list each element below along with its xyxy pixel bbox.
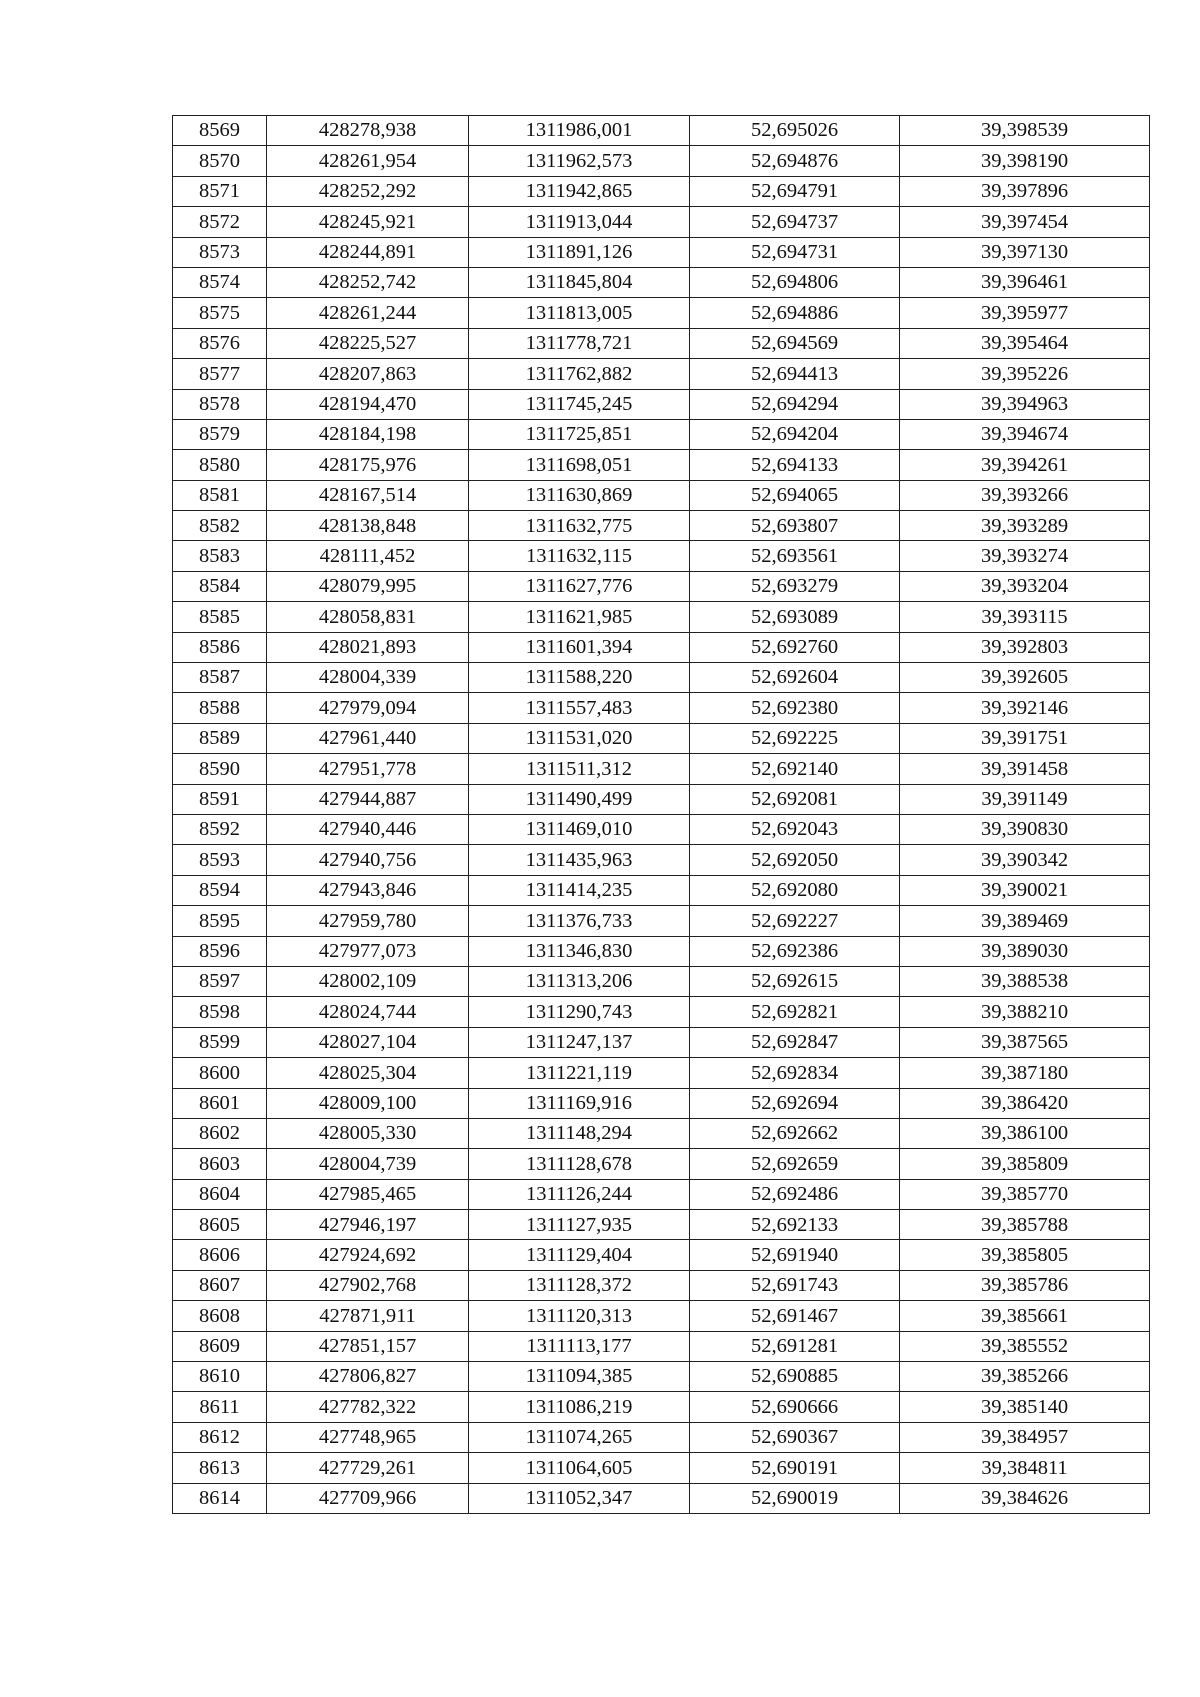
coordinates-table bbox=[172, 115, 1150, 1514]
x-coordinate-cell: 428025,304 bbox=[267, 1058, 469, 1088]
longitude-cell: 39,391751 bbox=[900, 723, 1150, 753]
point-number-cell: 8588 bbox=[173, 693, 267, 723]
x-coordinate-cell: 428225,527 bbox=[267, 328, 469, 358]
point-number-cell: 8580 bbox=[173, 450, 267, 480]
y-coordinate-cell: 1311064,605 bbox=[469, 1453, 690, 1483]
longitude-cell: 39,389030 bbox=[900, 936, 1150, 966]
x-coordinate-cell: 428245,921 bbox=[267, 207, 469, 237]
point-number-cell: 8613 bbox=[173, 1453, 267, 1483]
longitude-cell: 39,386420 bbox=[900, 1088, 1150, 1118]
latitude-cell: 52,694294 bbox=[690, 389, 900, 419]
x-coordinate-cell: 427946,197 bbox=[267, 1210, 469, 1240]
latitude-cell: 52,694737 bbox=[690, 207, 900, 237]
longitude-cell: 39,385788 bbox=[900, 1210, 1150, 1240]
table-row bbox=[173, 1179, 1150, 1209]
x-coordinate-cell: 428252,742 bbox=[267, 267, 469, 297]
point-number-cell: 8576 bbox=[173, 328, 267, 358]
table-row bbox=[173, 146, 1150, 176]
latitude-cell: 52,691743 bbox=[690, 1270, 900, 1300]
latitude-cell: 52,692043 bbox=[690, 814, 900, 844]
x-coordinate-cell: 427940,756 bbox=[267, 845, 469, 875]
x-coordinate-cell: 428194,470 bbox=[267, 389, 469, 419]
point-number-cell: 8601 bbox=[173, 1088, 267, 1118]
y-coordinate-cell: 1311745,245 bbox=[469, 389, 690, 419]
latitude-cell: 52,692847 bbox=[690, 1027, 900, 1057]
table-row bbox=[173, 1240, 1150, 1270]
x-coordinate-cell: 427871,911 bbox=[267, 1301, 469, 1331]
longitude-cell: 39,393266 bbox=[900, 480, 1150, 510]
table-row bbox=[173, 267, 1150, 297]
table-row bbox=[173, 1422, 1150, 1452]
x-coordinate-cell: 428027,104 bbox=[267, 1027, 469, 1057]
latitude-cell: 52,690367 bbox=[690, 1422, 900, 1452]
y-coordinate-cell: 1311511,312 bbox=[469, 754, 690, 784]
x-coordinate-cell: 427748,965 bbox=[267, 1422, 469, 1452]
x-coordinate-cell: 427985,465 bbox=[267, 1179, 469, 1209]
x-coordinate-cell: 428058,831 bbox=[267, 602, 469, 632]
table-row bbox=[173, 1149, 1150, 1179]
longitude-cell: 39,384957 bbox=[900, 1422, 1150, 1452]
longitude-cell: 39,398190 bbox=[900, 146, 1150, 176]
y-coordinate-cell: 1311531,020 bbox=[469, 723, 690, 753]
x-coordinate-cell: 428138,848 bbox=[267, 511, 469, 541]
table-row bbox=[173, 359, 1150, 389]
longitude-cell: 39,387565 bbox=[900, 1027, 1150, 1057]
longitude-cell: 39,385661 bbox=[900, 1301, 1150, 1331]
point-number-cell: 8612 bbox=[173, 1422, 267, 1452]
y-coordinate-cell: 1311435,963 bbox=[469, 845, 690, 875]
latitude-cell: 52,693089 bbox=[690, 602, 900, 632]
x-coordinate-cell: 427944,887 bbox=[267, 784, 469, 814]
point-number-cell: 8578 bbox=[173, 389, 267, 419]
y-coordinate-cell: 1311762,882 bbox=[469, 359, 690, 389]
latitude-cell: 52,692081 bbox=[690, 784, 900, 814]
latitude-cell: 52,694065 bbox=[690, 480, 900, 510]
x-coordinate-cell: 427961,440 bbox=[267, 723, 469, 753]
longitude-cell: 39,393274 bbox=[900, 541, 1150, 571]
longitude-cell: 39,396461 bbox=[900, 267, 1150, 297]
x-coordinate-cell: 428261,954 bbox=[267, 146, 469, 176]
point-number-cell: 8607 bbox=[173, 1270, 267, 1300]
y-coordinate-cell: 1311986,001 bbox=[469, 116, 690, 146]
longitude-cell: 39,395226 bbox=[900, 359, 1150, 389]
latitude-cell: 52,692133 bbox=[690, 1210, 900, 1240]
point-number-cell: 8586 bbox=[173, 632, 267, 662]
table-row bbox=[173, 207, 1150, 237]
longitude-cell: 39,390830 bbox=[900, 814, 1150, 844]
point-number-cell: 8569 bbox=[173, 116, 267, 146]
y-coordinate-cell: 1311913,044 bbox=[469, 207, 690, 237]
x-coordinate-cell: 428005,330 bbox=[267, 1118, 469, 1148]
table-row bbox=[173, 936, 1150, 966]
longitude-cell: 39,397896 bbox=[900, 176, 1150, 206]
x-coordinate-cell: 427902,768 bbox=[267, 1270, 469, 1300]
latitude-cell: 52,692486 bbox=[690, 1179, 900, 1209]
latitude-cell: 52,694876 bbox=[690, 146, 900, 176]
table-row bbox=[173, 480, 1150, 510]
latitude-cell: 52,692050 bbox=[690, 845, 900, 875]
y-coordinate-cell: 1311086,219 bbox=[469, 1392, 690, 1422]
point-number-cell: 8608 bbox=[173, 1301, 267, 1331]
y-coordinate-cell: 1311376,733 bbox=[469, 906, 690, 936]
latitude-cell: 52,692227 bbox=[690, 906, 900, 936]
point-number-cell: 8603 bbox=[173, 1149, 267, 1179]
x-coordinate-cell: 428079,995 bbox=[267, 571, 469, 601]
point-number-cell: 8577 bbox=[173, 359, 267, 389]
point-number-cell: 8591 bbox=[173, 784, 267, 814]
table-row bbox=[173, 511, 1150, 541]
latitude-cell: 52,694731 bbox=[690, 237, 900, 267]
latitude-cell: 52,691467 bbox=[690, 1301, 900, 1331]
point-number-cell: 8583 bbox=[173, 541, 267, 571]
point-number-cell: 8575 bbox=[173, 298, 267, 328]
x-coordinate-cell: 427806,827 bbox=[267, 1362, 469, 1392]
y-coordinate-cell: 1311621,985 bbox=[469, 602, 690, 632]
table-row bbox=[173, 1027, 1150, 1057]
y-coordinate-cell: 1311632,775 bbox=[469, 511, 690, 541]
latitude-cell: 52,690885 bbox=[690, 1362, 900, 1392]
latitude-cell: 52,693807 bbox=[690, 511, 900, 541]
point-number-cell: 8606 bbox=[173, 1240, 267, 1270]
table-row bbox=[173, 419, 1150, 449]
y-coordinate-cell: 1311148,294 bbox=[469, 1118, 690, 1148]
latitude-cell: 52,693561 bbox=[690, 541, 900, 571]
latitude-cell: 52,692604 bbox=[690, 663, 900, 693]
y-coordinate-cell: 1311813,005 bbox=[469, 298, 690, 328]
x-coordinate-cell: 428009,100 bbox=[267, 1088, 469, 1118]
longitude-cell: 39,394963 bbox=[900, 389, 1150, 419]
table-row bbox=[173, 116, 1150, 146]
table-row bbox=[173, 389, 1150, 419]
y-coordinate-cell: 1311129,404 bbox=[469, 1240, 690, 1270]
x-coordinate-cell: 428184,198 bbox=[267, 419, 469, 449]
longitude-cell: 39,392803 bbox=[900, 632, 1150, 662]
table-row bbox=[173, 693, 1150, 723]
point-number-cell: 8609 bbox=[173, 1331, 267, 1361]
latitude-cell: 52,690019 bbox=[690, 1483, 900, 1513]
point-number-cell: 8593 bbox=[173, 845, 267, 875]
point-number-cell: 8597 bbox=[173, 966, 267, 996]
longitude-cell: 39,389469 bbox=[900, 906, 1150, 936]
y-coordinate-cell: 1311128,372 bbox=[469, 1270, 690, 1300]
x-coordinate-cell: 427851,157 bbox=[267, 1331, 469, 1361]
table-row bbox=[173, 450, 1150, 480]
y-coordinate-cell: 1311247,137 bbox=[469, 1027, 690, 1057]
x-coordinate-cell: 427940,446 bbox=[267, 814, 469, 844]
table-row bbox=[173, 1270, 1150, 1300]
y-coordinate-cell: 1311126,244 bbox=[469, 1179, 690, 1209]
point-number-cell: 8611 bbox=[173, 1392, 267, 1422]
y-coordinate-cell: 1311469,010 bbox=[469, 814, 690, 844]
longitude-cell: 39,384811 bbox=[900, 1453, 1150, 1483]
point-number-cell: 8595 bbox=[173, 906, 267, 936]
table-row bbox=[173, 663, 1150, 693]
table-row bbox=[173, 571, 1150, 601]
point-number-cell: 8585 bbox=[173, 602, 267, 632]
x-coordinate-cell: 428167,514 bbox=[267, 480, 469, 510]
table-row bbox=[173, 1058, 1150, 1088]
table-row bbox=[173, 328, 1150, 358]
table-row bbox=[173, 966, 1150, 996]
table-row bbox=[173, 723, 1150, 753]
longitude-cell: 39,385805 bbox=[900, 1240, 1150, 1270]
x-coordinate-cell: 428278,938 bbox=[267, 116, 469, 146]
latitude-cell: 52,692834 bbox=[690, 1058, 900, 1088]
x-coordinate-cell: 428244,891 bbox=[267, 237, 469, 267]
x-coordinate-cell: 427951,778 bbox=[267, 754, 469, 784]
latitude-cell: 52,691281 bbox=[690, 1331, 900, 1361]
latitude-cell: 52,694806 bbox=[690, 267, 900, 297]
latitude-cell: 52,695026 bbox=[690, 116, 900, 146]
table-row bbox=[173, 997, 1150, 1027]
y-coordinate-cell: 1311313,206 bbox=[469, 966, 690, 996]
x-coordinate-cell: 428261,244 bbox=[267, 298, 469, 328]
longitude-cell: 39,385786 bbox=[900, 1270, 1150, 1300]
longitude-cell: 39,390342 bbox=[900, 845, 1150, 875]
table-row bbox=[173, 541, 1150, 571]
table-row bbox=[173, 1483, 1150, 1513]
y-coordinate-cell: 1311698,051 bbox=[469, 450, 690, 480]
longitude-cell: 39,385266 bbox=[900, 1362, 1150, 1392]
point-number-cell: 8584 bbox=[173, 571, 267, 601]
latitude-cell: 52,694791 bbox=[690, 176, 900, 206]
y-coordinate-cell: 1311962,573 bbox=[469, 146, 690, 176]
y-coordinate-cell: 1311942,865 bbox=[469, 176, 690, 206]
point-number-cell: 8574 bbox=[173, 267, 267, 297]
x-coordinate-cell: 428002,109 bbox=[267, 966, 469, 996]
table-row bbox=[173, 906, 1150, 936]
x-coordinate-cell: 428252,292 bbox=[267, 176, 469, 206]
coordinates-table-body bbox=[173, 116, 1150, 1514]
point-number-cell: 8592 bbox=[173, 814, 267, 844]
y-coordinate-cell: 1311778,721 bbox=[469, 328, 690, 358]
latitude-cell: 52,694204 bbox=[690, 419, 900, 449]
x-coordinate-cell: 428004,339 bbox=[267, 663, 469, 693]
y-coordinate-cell: 1311094,385 bbox=[469, 1362, 690, 1392]
point-number-cell: 8614 bbox=[173, 1483, 267, 1513]
x-coordinate-cell: 427729,261 bbox=[267, 1453, 469, 1483]
y-coordinate-cell: 1311346,830 bbox=[469, 936, 690, 966]
longitude-cell: 39,388538 bbox=[900, 966, 1150, 996]
table-row bbox=[173, 1118, 1150, 1148]
longitude-cell: 39,391149 bbox=[900, 784, 1150, 814]
table-row bbox=[173, 298, 1150, 328]
table-row bbox=[173, 602, 1150, 632]
table-row bbox=[173, 1392, 1150, 1422]
x-coordinate-cell: 427924,692 bbox=[267, 1240, 469, 1270]
point-number-cell: 8604 bbox=[173, 1179, 267, 1209]
table-row bbox=[173, 1453, 1150, 1483]
longitude-cell: 39,398539 bbox=[900, 116, 1150, 146]
x-coordinate-cell: 428207,863 bbox=[267, 359, 469, 389]
latitude-cell: 52,692380 bbox=[690, 693, 900, 723]
x-coordinate-cell: 428021,893 bbox=[267, 632, 469, 662]
longitude-cell: 39,387180 bbox=[900, 1058, 1150, 1088]
y-coordinate-cell: 1311128,678 bbox=[469, 1149, 690, 1179]
y-coordinate-cell: 1311601,394 bbox=[469, 632, 690, 662]
y-coordinate-cell: 1311074,265 bbox=[469, 1422, 690, 1452]
y-coordinate-cell: 1311588,220 bbox=[469, 663, 690, 693]
table-row bbox=[173, 875, 1150, 905]
x-coordinate-cell: 427979,094 bbox=[267, 693, 469, 723]
table-row bbox=[173, 784, 1150, 814]
y-coordinate-cell: 1311127,935 bbox=[469, 1210, 690, 1240]
point-number-cell: 8594 bbox=[173, 875, 267, 905]
y-coordinate-cell: 1311557,483 bbox=[469, 693, 690, 723]
point-number-cell: 8590 bbox=[173, 754, 267, 784]
longitude-cell: 39,390021 bbox=[900, 875, 1150, 905]
longitude-cell: 39,385770 bbox=[900, 1179, 1150, 1209]
y-coordinate-cell: 1311221,119 bbox=[469, 1058, 690, 1088]
point-number-cell: 8573 bbox=[173, 237, 267, 267]
table-row bbox=[173, 1331, 1150, 1361]
longitude-cell: 39,391458 bbox=[900, 754, 1150, 784]
y-coordinate-cell: 1311290,743 bbox=[469, 997, 690, 1027]
table-row bbox=[173, 754, 1150, 784]
point-number-cell: 8605 bbox=[173, 1210, 267, 1240]
longitude-cell: 39,397130 bbox=[900, 237, 1150, 267]
point-number-cell: 8599 bbox=[173, 1027, 267, 1057]
y-coordinate-cell: 1311120,313 bbox=[469, 1301, 690, 1331]
point-number-cell: 8570 bbox=[173, 146, 267, 176]
table-row bbox=[173, 1362, 1150, 1392]
y-coordinate-cell: 1311845,804 bbox=[469, 267, 690, 297]
longitude-cell: 39,395977 bbox=[900, 298, 1150, 328]
x-coordinate-cell: 428024,744 bbox=[267, 997, 469, 1027]
latitude-cell: 52,692140 bbox=[690, 754, 900, 784]
longitude-cell: 39,393115 bbox=[900, 602, 1150, 632]
point-number-cell: 8582 bbox=[173, 511, 267, 541]
table-row bbox=[173, 814, 1150, 844]
longitude-cell: 39,394261 bbox=[900, 450, 1150, 480]
y-coordinate-cell: 1311632,115 bbox=[469, 541, 690, 571]
latitude-cell: 52,692760 bbox=[690, 632, 900, 662]
longitude-cell: 39,384626 bbox=[900, 1483, 1150, 1513]
latitude-cell: 52,692080 bbox=[690, 875, 900, 905]
longitude-cell: 39,386100 bbox=[900, 1118, 1150, 1148]
longitude-cell: 39,385809 bbox=[900, 1149, 1150, 1179]
y-coordinate-cell: 1311891,126 bbox=[469, 237, 690, 267]
latitude-cell: 52,694413 bbox=[690, 359, 900, 389]
longitude-cell: 39,395464 bbox=[900, 328, 1150, 358]
longitude-cell: 39,392605 bbox=[900, 663, 1150, 693]
longitude-cell: 39,392146 bbox=[900, 693, 1150, 723]
point-number-cell: 8589 bbox=[173, 723, 267, 753]
y-coordinate-cell: 1311490,499 bbox=[469, 784, 690, 814]
table-row bbox=[173, 176, 1150, 206]
table-row bbox=[173, 1210, 1150, 1240]
latitude-cell: 52,692821 bbox=[690, 997, 900, 1027]
point-number-cell: 8596 bbox=[173, 936, 267, 966]
x-coordinate-cell: 427959,780 bbox=[267, 906, 469, 936]
latitude-cell: 52,691940 bbox=[690, 1240, 900, 1270]
y-coordinate-cell: 1311725,851 bbox=[469, 419, 690, 449]
point-number-cell: 8572 bbox=[173, 207, 267, 237]
x-coordinate-cell: 427977,073 bbox=[267, 936, 469, 966]
x-coordinate-cell: 428004,739 bbox=[267, 1149, 469, 1179]
latitude-cell: 52,692662 bbox=[690, 1118, 900, 1148]
point-number-cell: 8610 bbox=[173, 1362, 267, 1392]
longitude-cell: 39,393289 bbox=[900, 511, 1150, 541]
point-number-cell: 8600 bbox=[173, 1058, 267, 1088]
longitude-cell: 39,397454 bbox=[900, 207, 1150, 237]
longitude-cell: 39,388210 bbox=[900, 997, 1150, 1027]
table-row bbox=[173, 1301, 1150, 1331]
y-coordinate-cell: 1311414,235 bbox=[469, 875, 690, 905]
latitude-cell: 52,694886 bbox=[690, 298, 900, 328]
point-number-cell: 8602 bbox=[173, 1118, 267, 1148]
longitude-cell: 39,385552 bbox=[900, 1331, 1150, 1361]
y-coordinate-cell: 1311169,916 bbox=[469, 1088, 690, 1118]
latitude-cell: 52,692659 bbox=[690, 1149, 900, 1179]
longitude-cell: 39,394674 bbox=[900, 419, 1150, 449]
latitude-cell: 52,690191 bbox=[690, 1453, 900, 1483]
latitude-cell: 52,694133 bbox=[690, 450, 900, 480]
x-coordinate-cell: 427943,846 bbox=[267, 875, 469, 905]
point-number-cell: 8598 bbox=[173, 997, 267, 1027]
latitude-cell: 52,692694 bbox=[690, 1088, 900, 1118]
point-number-cell: 8581 bbox=[173, 480, 267, 510]
latitude-cell: 52,692225 bbox=[690, 723, 900, 753]
longitude-cell: 39,385140 bbox=[900, 1392, 1150, 1422]
latitude-cell: 52,693279 bbox=[690, 571, 900, 601]
table-row bbox=[173, 845, 1150, 875]
latitude-cell: 52,690666 bbox=[690, 1392, 900, 1422]
table-row bbox=[173, 632, 1150, 662]
table-row bbox=[173, 1088, 1150, 1118]
x-coordinate-cell: 427782,322 bbox=[267, 1392, 469, 1422]
y-coordinate-cell: 1311627,776 bbox=[469, 571, 690, 601]
point-number-cell: 8579 bbox=[173, 419, 267, 449]
point-number-cell: 8571 bbox=[173, 176, 267, 206]
table-row bbox=[173, 237, 1150, 267]
longitude-cell: 39,393204 bbox=[900, 571, 1150, 601]
y-coordinate-cell: 1311052,347 bbox=[469, 1483, 690, 1513]
x-coordinate-cell: 428175,976 bbox=[267, 450, 469, 480]
x-coordinate-cell: 427709,966 bbox=[267, 1483, 469, 1513]
latitude-cell: 52,694569 bbox=[690, 328, 900, 358]
latitude-cell: 52,692386 bbox=[690, 936, 900, 966]
y-coordinate-cell: 1311113,177 bbox=[469, 1331, 690, 1361]
y-coordinate-cell: 1311630,869 bbox=[469, 480, 690, 510]
x-coordinate-cell: 428111,452 bbox=[267, 541, 469, 571]
latitude-cell: 52,692615 bbox=[690, 966, 900, 996]
point-number-cell: 8587 bbox=[173, 663, 267, 693]
